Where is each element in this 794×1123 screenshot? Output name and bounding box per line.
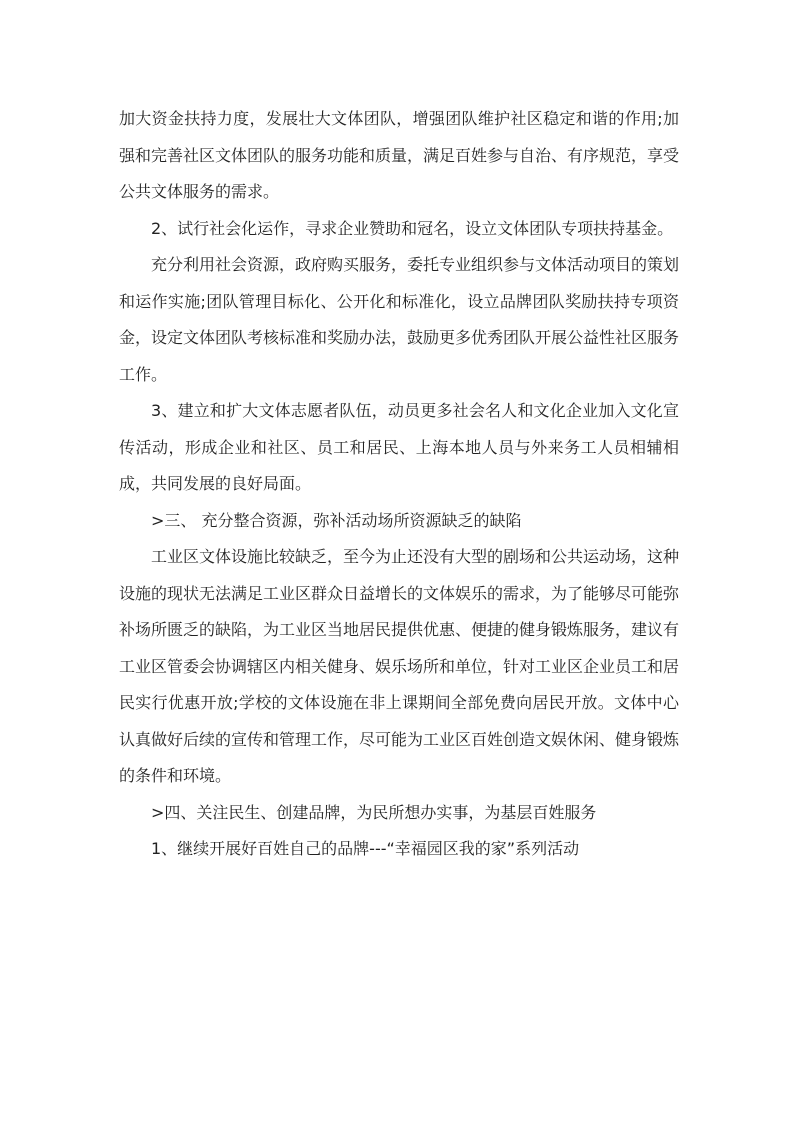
paragraph-item-2-heading: 2、试行社会化运作，寻求企业赞助和冠名，设立文体团队专项扶持基金。 bbox=[151, 218, 674, 238]
paragraph-social-resources: 充分利用社会资源，政府购买服务，委托专业组织参与文体活动项目的策划和运作实施;团队管理目标化、公开化和标准化，设立品牌团队奖励扶持专项资金，设定文体团队考核标准和奖励办法，鼓励更多优秀团队开展公益性社区服务工作。 bbox=[119, 255, 680, 384]
section-heading-3: >三、 充分整合资源，弥补活动场所资源缺乏的缺陷 bbox=[151, 510, 522, 530]
paragraph-funding-support: 加大资金扶持力度，发展壮大文体团队，增强团队维护社区稳定和谐的作用;加强和完善社区文体团队的服务功能和质量，满足百姓参与自治、有序规范，享受公共文体服务的需求。 bbox=[119, 109, 680, 201]
paragraph-facilities: 工业区文体设施比较缺乏，至今为止还没有大型的剧场和公共运动场，这种设施的现状无法满足工业区群众日益增长的文体娱乐的需求，为了能够尽可能弥补场所匮乏的缺陷，为工业区当地居民提供优惠、便捷的健身锻炼服务，建议有工业区管委会协调辖区内相关健身、娱乐场所和单位，针对工业区企业员工和居民实行优惠开放;学校的文体设施在非上课期间全部免费向居民开放。文体中心认真做好后续的宣传和管理工作，尽可能为工业区百姓创造文娱休闲、健身锻炼的条件和环境。 bbox=[119, 547, 680, 785]
paragraph-item-1-brand: 1、继续开展好百姓自己的品牌---“幸福园区我的家”系列活动 bbox=[151, 839, 580, 858]
document-body bbox=[119, 101, 679, 868]
section-heading-4: >四、关注民生、创建品牌，为民所想办实事，为基层百姓服务 bbox=[151, 802, 597, 822]
paragraph-item-3-volunteers: 3、建立和扩大文体志愿者队伍，动员更多社会名人和文化企业加入文化宣传活动，形成企业和社区、员工和居民、上海本地人员与外来务工人员相辅相成，共同发展的良好局面。 bbox=[119, 401, 679, 493]
